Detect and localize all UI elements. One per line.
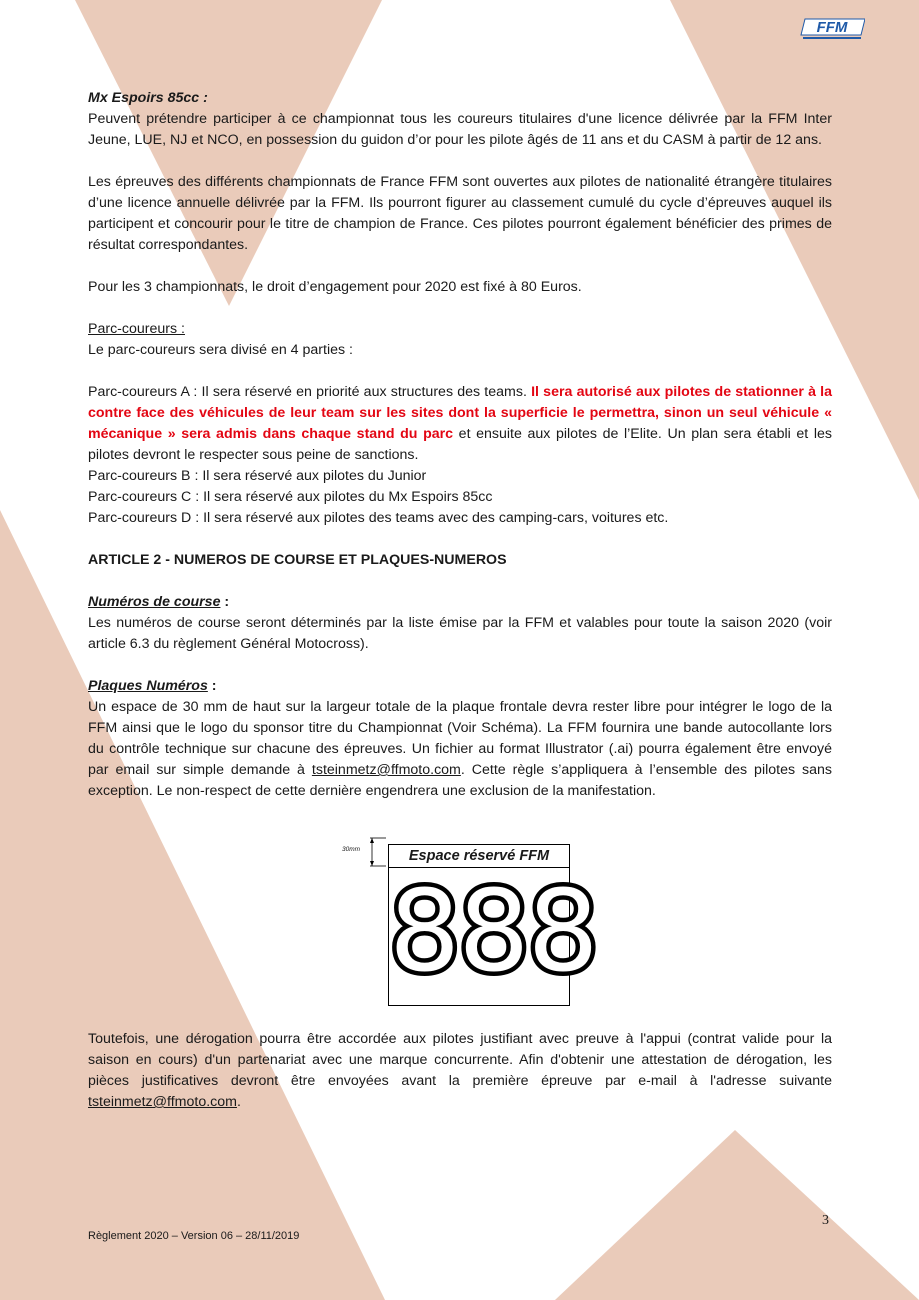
plate-reserved-space: Espace réservé FFM [389,845,569,868]
numeros-title: Numéros de course : [88,594,230,610]
dimension-bracket [366,837,386,869]
document-body [88,88,832,1113]
parc-a: Parc-coureurs A : Il sera réservé en priorité aux structures des teams. Il sera autorisé aux pilotes de stationner à la contre face des véhicules de leur team sur les sites dont la superficie le permettra, sinon un seul véhicule « mécanique » sera admis dans chaque stand du parc et ensuite aux pilotes de l’Elite. Un plan sera établi et les pilotes devront le respecter sous peine de sanctions. [88,384,832,463]
parc-c: Parc-coureurs C : Il sera réservé aux pilotes du Mx Espoirs 85cc [88,489,493,505]
foreign-pilots-paragraph: Les épreuves des différents championnats de France FFM sont ouvertes aux pilotes de nationalité étrangère titulaires d’une licence annuelle délivrée par la FFM. Ils pourront figurer au classement cumulé du cycle d’épreuves auquel ils participent et concourir pour le titre de champion de France. Ces pilotes pourront également bénéficier des primes de résultat correspondantes. [88,174,832,253]
parc-title: Parc-coureurs : [88,321,185,337]
fee-paragraph: Pour les 3 championnats, le droit d’engagement pour 2020 est fixé à 80 Euros. [88,279,582,295]
derogation-text: Toutefois, une dérogation pourra être accordée aux pilotes justifiant avec preuve à l'appui (contrat valide pour la saison en cours) d'un partenariat avec une marque concurrente. Afin d'obtenir une attestation de dérogation, les pièces justificatives devront être envoyées avant la première épreuve par e-mail à l'adresse suivante tsteinmetz@ffmoto.com. [88,1031,832,1110]
footer: Règlement 2020 – Version 06 – 28/11/2019 [88,1230,300,1242]
decor-triangle-bottom-right [555,1130,919,1300]
email-link-2[interactable]: tsteinmetz@ffmoto.com [88,1094,237,1110]
plate-number: 888 [389,867,597,997]
parc-d: Parc-coureurs D : Il sera réservé aux pilotes des teams avec des camping-cars, voitures etc. [88,510,669,526]
ffm-logo [799,17,865,41]
article2-title: ARTICLE 2 - NUMEROS DE COURSE ET PLAQUES-NUMEROS [88,552,507,568]
mm-label: 30mm [342,846,361,853]
parc-intro: Le parc-coureurs sera divisé en 4 parties : [88,342,353,358]
email-link[interactable]: tsteinmetz@ffmoto.com [311,762,461,778]
plaques-title: Plaques Numéros : [88,678,217,694]
svg-text:FFM: FFM [816,19,848,36]
parc-b: Parc-coureurs B : Il sera réservé aux pilotes du Junior [88,468,427,484]
number-plate [388,844,597,1006]
numeros-text: Les numéros de course seront déterminés par la liste émise par la FFM et valables pour toute la saison 2020 (voir article 6.3 du règlement Général Motocross). [88,615,832,652]
plaques-text: Un espace de 30 mm de haut sur la largeur totale de la plaque frontale devra rester libre pour intégrer le logo de la FFM ainsi que le logo du sponsor titre du Championnat (Voir Schéma). La FFM fournira une bande autocollante lors du contrôle technique sur chacune des épreuves. Un fichier au format Illustrator (.ai) pourra également être envoyé par email sur simple demande à tsteinmetz@ffmoto.com. Cette règle s’appliquera à l’ensemble des pilotes sans exception. Le non-respect de cette dernière engendrera une exclusion de la manifestation. [88,699,832,799]
section-mx-text: Peuvent prétendre participer à ce championnat tous les coureurs titulaires d'une licence délivrée par la FFM Inter Jeune, LUE, NJ et NCO, en possession du guidon d’or pour les pilote âgés de 11 ans et du CASM à partir de 12 ans. [88,111,832,148]
number-plate-diagram [88,837,832,1017]
page-number: 3 [822,1213,829,1228]
section-mx-title: Mx Espoirs 85cc : [88,90,208,106]
